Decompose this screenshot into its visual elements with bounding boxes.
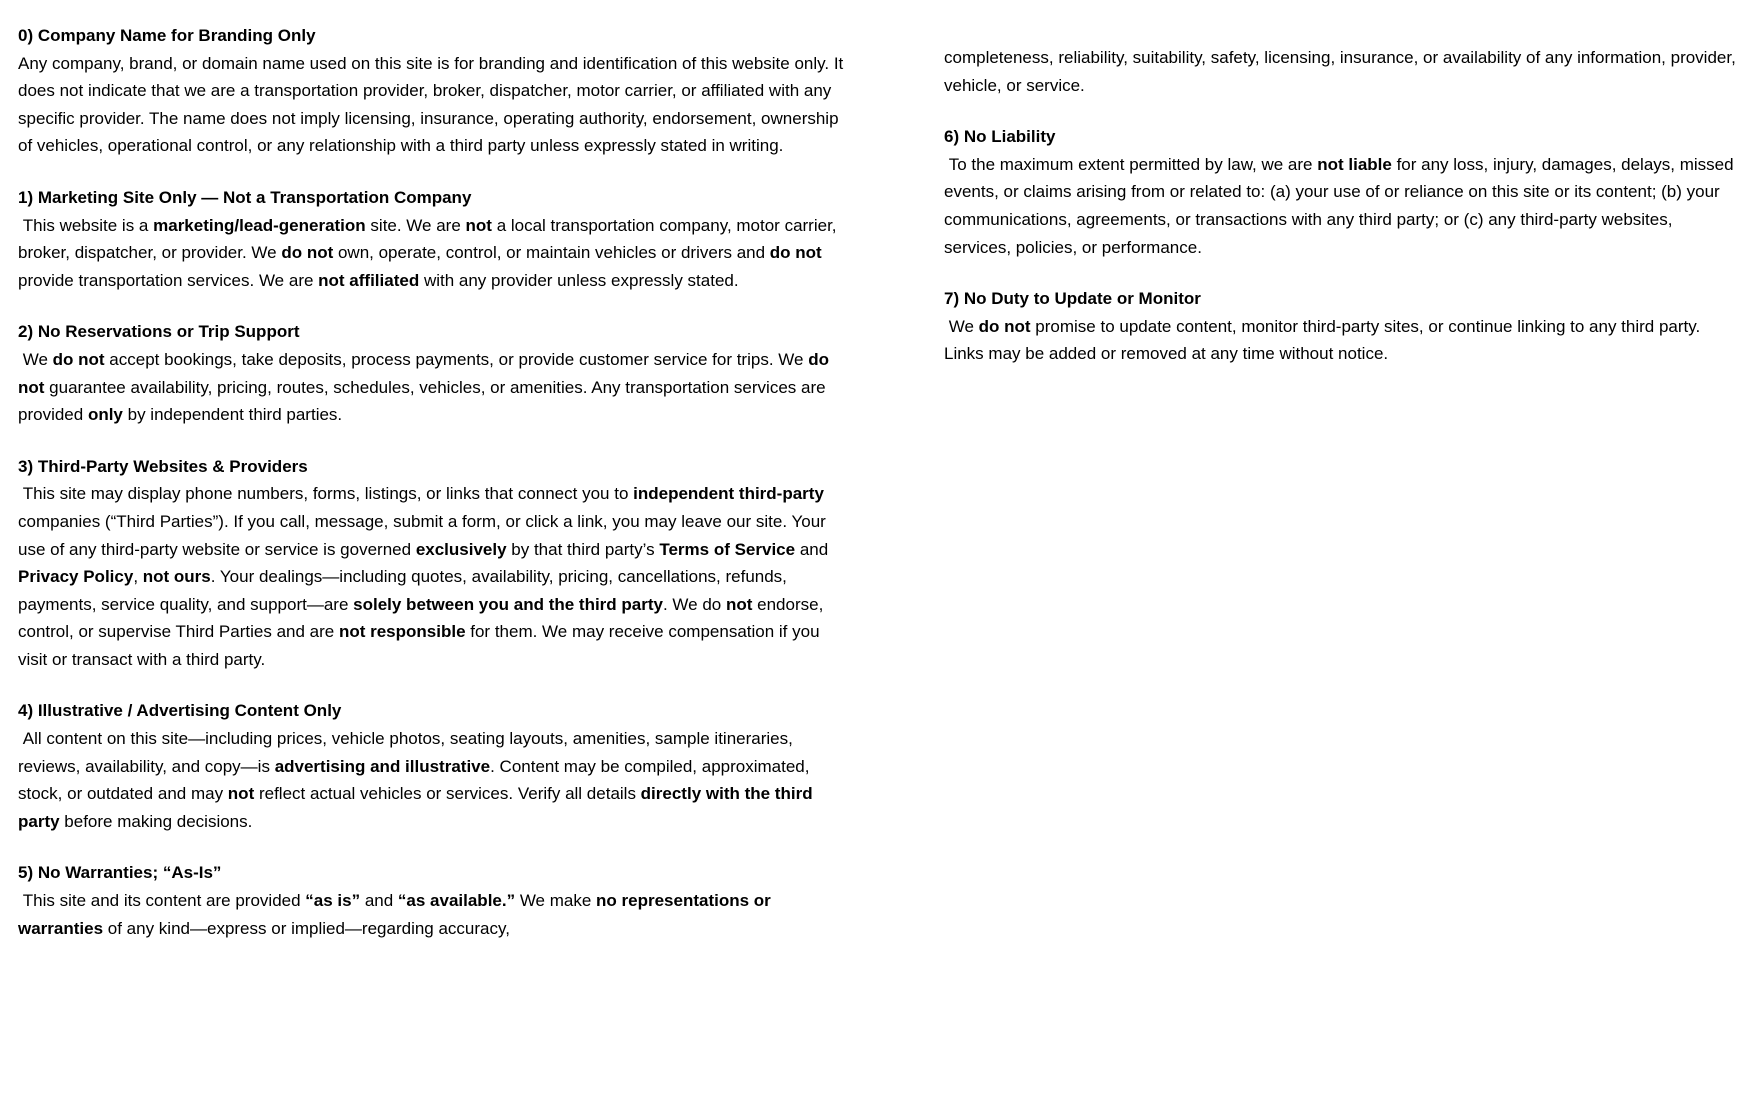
text-run: own, operate, control, or maintain vehicles or drivers and (333, 243, 770, 263)
text-run: with any provider unless expressly stated. (419, 270, 739, 290)
section-heading (18, 318, 848, 346)
text-run: provide transportation services. We are (18, 243, 827, 290)
section-paragraph (18, 887, 848, 942)
bold-text-run: 7) No Duty to Update or Monitor (944, 289, 1201, 309)
bold-text-run: do not (978, 316, 1031, 336)
section-paragraph (18, 50, 848, 160)
section-paragraph (944, 151, 1744, 261)
text-run: completeness, reliability, suitability, safety, licensing, insurance, or availability of any information, provider, vehicle, or service. (944, 48, 1741, 95)
bold-text-run: 4) Illustrative / Advertising Content Only (18, 701, 342, 721)
section-paragraph (944, 313, 1744, 368)
bold-text-run: not (465, 215, 492, 235)
text-run: , (133, 567, 143, 587)
left-column (18, 22, 848, 942)
text-run: We (944, 316, 979, 336)
bold-text-run: not liable (1317, 154, 1392, 174)
bold-text-run: not (725, 594, 753, 614)
bold-text-run: “as available.” (397, 891, 516, 911)
text-run: . Your dealings—including quotes, availability, pricing, cancellations, refunds, payments, service quality, and support—are (18, 567, 792, 614)
bold-text-run: 2) No Reservations or Trip Support (18, 322, 300, 342)
bold-text-run: independent third-party (633, 484, 824, 504)
section-heading (18, 22, 848, 50)
text-run: for them. We may receive compensation if you visit or transact with a third party. (18, 622, 825, 669)
text-run: and (360, 891, 398, 911)
text-run: before making decisions. (59, 811, 253, 831)
text-run: We (18, 349, 53, 369)
text-run: by independent third parties. (122, 405, 343, 425)
bold-text-run: not responsible (338, 622, 466, 642)
section-paragraph (944, 44, 1744, 99)
section-heading (944, 285, 1744, 313)
bold-text-run: not ours (142, 567, 211, 587)
section-heading (18, 697, 848, 725)
bold-text-run: no representations or warranties (18, 891, 776, 938)
bold-text-run: solely between you and the third party (353, 594, 663, 614)
text-run: This website is a (18, 215, 154, 235)
text-run: We make (515, 891, 597, 911)
bold-text-run: Privacy Policy (18, 567, 134, 587)
text-run: by that third party’s (506, 539, 660, 559)
section-paragraph (18, 346, 848, 429)
text-run: This site may display phone numbers, forms, listings, or links that connect you to (18, 484, 634, 504)
bold-text-run: do not (52, 349, 105, 369)
section-heading (18, 859, 848, 887)
text-run: site. We are (365, 215, 466, 235)
text-run: a local transportation company, motor carrier, broker, dispatcher, or provider. We (18, 215, 842, 263)
section-heading (944, 123, 1744, 151)
text-run: guarantee availability, pricing, routes, schedules, vehicles, or amenities. Any transportation services are provided (18, 377, 831, 425)
bold-text-run: not (227, 784, 255, 804)
bold-text-run: 0) Company Name for Branding Only (18, 26, 316, 45)
text-run: Any company, brand, or domain name used on this site is for branding and identification of this website only. It does not indicate that we are a transportation provider, broker, dispatcher, motor carrier, or affiliated with any specific provider. The name does not imply licensing, insurance, operating authority, endorsement, ownership of vehicles, operational control, or any relationship with a third party unless expressly stated in writing. (18, 53, 849, 156)
bold-text-run: 5) No Warranties; “As-Is” (18, 863, 222, 883)
bold-text-run: “as is” (305, 891, 361, 911)
text-run: of any kind—express or implied—regarding accuracy, (103, 918, 510, 938)
bold-text-run: 1) Marketing Site Only — Not a Transportation Company (18, 187, 472, 207)
section-paragraph (18, 212, 848, 295)
section-heading (18, 453, 848, 481)
text-run: . Content may be compiled, approximated, stock, or outdated and may (18, 756, 815, 804)
text-run: All content on this site—including prices, vehicle photos, seating layouts, amenities, sample itineraries, reviews, availability, and copy—is (18, 729, 798, 776)
bold-text-run: directly with the third party (18, 784, 818, 831)
text-run: for any loss, injury, damages, delays, missed events, or claims arising from or related to: (a) your use of or reliance on this site or its content; (b) your communications, agreements, or transactions with any third party; or (c) any third-party websites, services, policies, or performance. (944, 154, 1739, 257)
section-paragraph (18, 725, 848, 835)
text-run: companies (“Third Parties”). If you call, message, submit a form, or click a link, you may leave our site. Your use of any third-party website or service is governed (18, 484, 831, 559)
text-run: This site and its content are provided (18, 891, 306, 911)
bold-text-run: do not (281, 243, 334, 263)
text-run: . We do (662, 594, 726, 614)
section-paragraph (18, 480, 848, 673)
bold-text-run: 6) No Liability (944, 127, 1056, 147)
bold-text-run: do not (18, 349, 834, 397)
text-run: reflect actual vehicles or services. Verify all details (254, 784, 641, 804)
right-column (944, 22, 1744, 368)
bold-text-run: 3) Third-Party Websites & Providers (18, 456, 308, 476)
bold-text-run: Terms of Service (659, 539, 796, 559)
bold-text-run: not affiliated (318, 270, 420, 290)
text-run: and (795, 539, 833, 559)
text-run: endorse, control, or supervise Third Parties and are (18, 594, 829, 642)
text-run: To the maximum extent permitted by law, we are (944, 154, 1318, 174)
bold-text-run: only (87, 405, 123, 425)
bold-text-run: exclusively (415, 539, 507, 559)
bold-text-run: marketing/lead-generation (153, 215, 366, 235)
text-run: accept bookings, take deposits, process payments, or provide customer service for trips. We (104, 349, 809, 369)
section-heading (18, 184, 848, 212)
text-run: promise to update content, monitor third-party sites, or continue linking to any third party. Links may be added or removed at any time without notice. (944, 316, 1705, 364)
bold-text-run: advertising and illustrative (274, 756, 491, 776)
bold-text-run: do not (769, 243, 822, 263)
